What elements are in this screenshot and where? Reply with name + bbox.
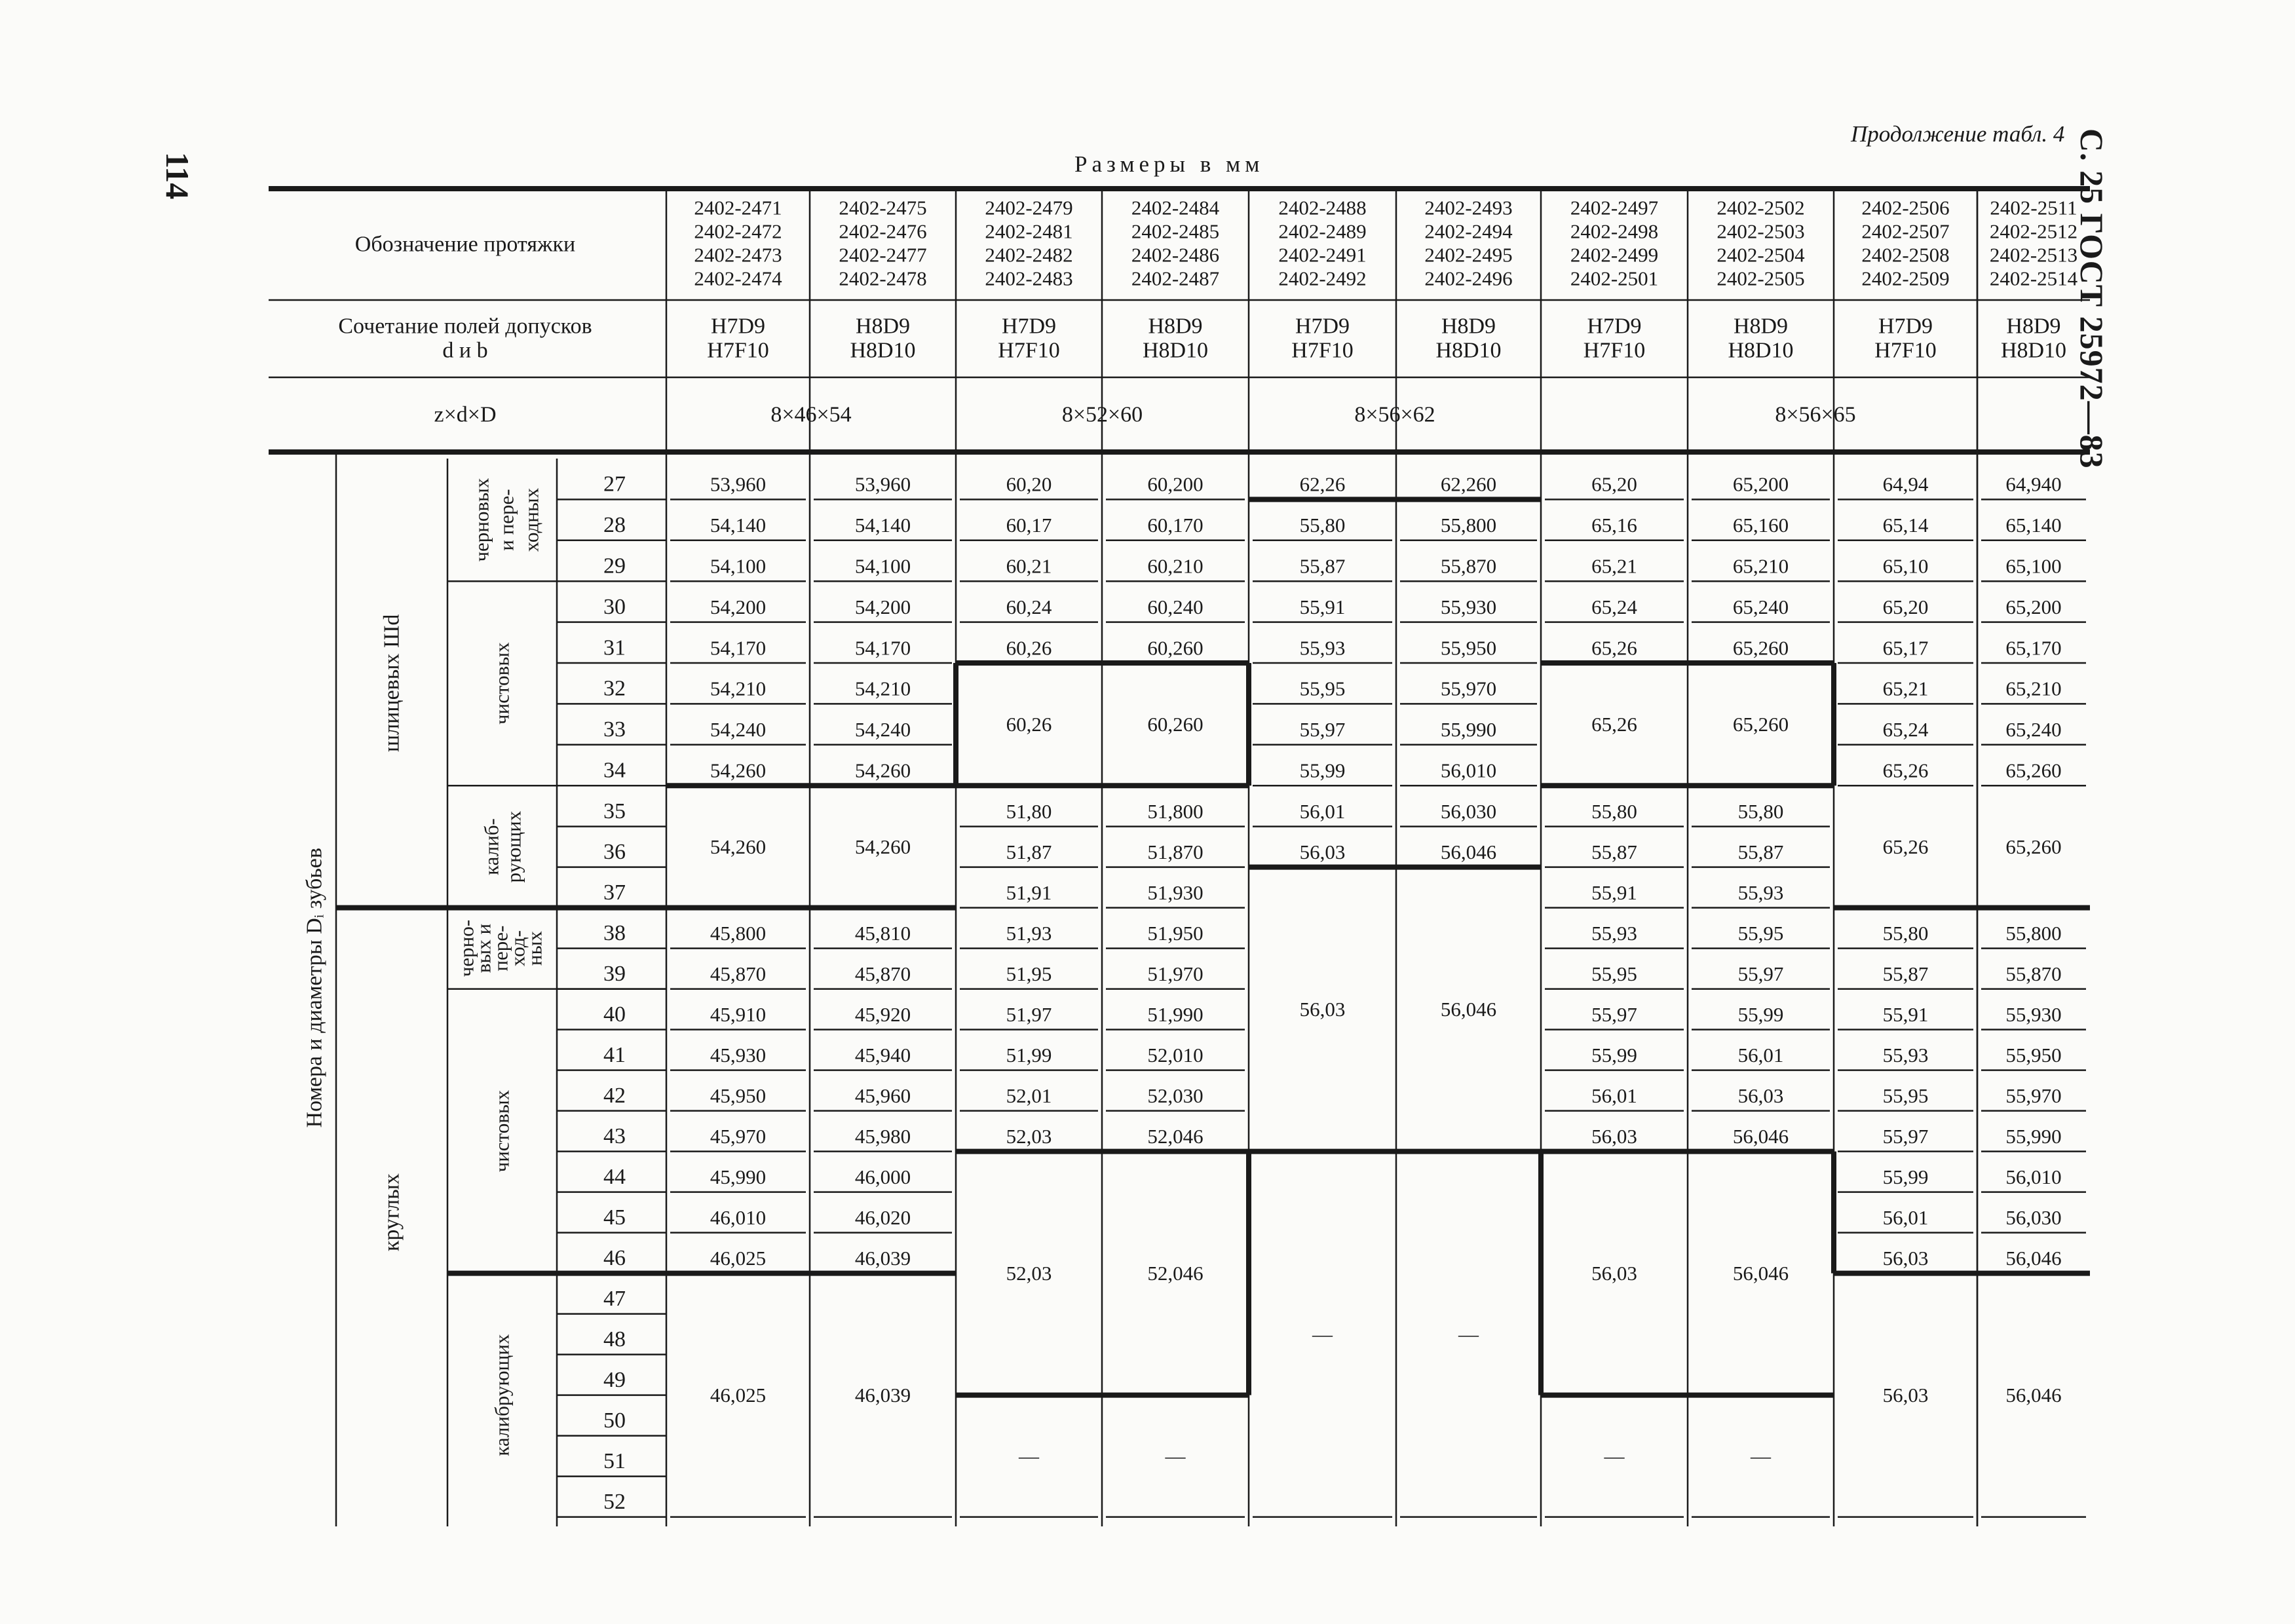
table-cell: 55,930 — [1440, 595, 1497, 618]
table-cell: 65,26 — [1882, 835, 1929, 858]
tooth-number: 32 — [603, 676, 626, 701]
designation-code: 2402-2497 — [1570, 196, 1659, 219]
table-cell: 52,030 — [1147, 1084, 1204, 1108]
table-cell: 45,970 — [710, 1125, 767, 1148]
table-cell: 65,17 — [1882, 636, 1929, 660]
table-cell: 56,03 — [1882, 1247, 1929, 1270]
table-cell: 51,97 — [1006, 1003, 1052, 1027]
designation-code: 2402-2504 — [1717, 243, 1805, 267]
tolerance-code: H7F10 — [707, 338, 769, 363]
table-cell: 62,26 — [1299, 472, 1346, 496]
size-code: 8×52×60 — [1061, 402, 1143, 427]
tolerance-code: H7D9 — [710, 314, 766, 339]
table-cell: 55,80 — [1737, 799, 1784, 823]
table-cell: 54,200 — [854, 595, 911, 618]
designation-code: 2402-2489 — [1278, 219, 1367, 243]
table-cell: 60,240 — [1147, 595, 1204, 618]
tooth-number: 41 — [603, 1043, 626, 1068]
table-cell: 55,91 — [1591, 881, 1637, 905]
table-cell: 55,930 — [2005, 1003, 2062, 1027]
designation-code: 2402-2491 — [1278, 243, 1367, 267]
designation-code: 2402-2471 — [694, 196, 782, 219]
table-cell: 52,03 — [1006, 1262, 1052, 1285]
table-cell: 55,80 — [1882, 922, 1929, 945]
table-cell: 60,26 — [1006, 713, 1052, 736]
table-cell: 51,800 — [1147, 799, 1204, 823]
tooth-number: 27 — [603, 472, 626, 497]
table-cell: 56,03 — [1882, 1384, 1929, 1407]
table-cell: 65,21 — [1882, 677, 1929, 700]
table-cell: 56,03 — [1591, 1125, 1637, 1148]
designation-code: 2402-2499 — [1570, 243, 1659, 267]
table-cell: 55,950 — [2005, 1044, 2062, 1067]
tooth-number: 51 — [603, 1449, 626, 1474]
table-cell: 46,020 — [854, 1206, 911, 1230]
table-cell: 55,80 — [1591, 799, 1637, 823]
tolerance-code: H8D9 — [2006, 314, 2061, 339]
designation-code: 2402-2501 — [1570, 267, 1659, 290]
table-cell: 56,03 — [1737, 1084, 1784, 1108]
table-cell: 55,99 — [1299, 759, 1346, 782]
size-label: z×d×D — [434, 402, 497, 427]
tolerance-code: H8D9 — [855, 314, 911, 339]
table-cell: 64,94 — [1882, 472, 1929, 496]
table-cell: 56,046 — [2005, 1384, 2062, 1407]
table-cell: 55,950 — [1440, 636, 1497, 660]
table-cell: 65,16 — [1591, 514, 1637, 537]
table-cell: 54,170 — [710, 636, 767, 660]
table-cell: 52,01 — [1006, 1084, 1052, 1108]
table-cell: 51,93 — [1006, 922, 1052, 945]
calibrating-label-2: калибрующих — [490, 1334, 514, 1456]
table-cell: 46,000 — [854, 1165, 911, 1189]
table-cell: 54,100 — [710, 554, 767, 578]
size-code: 8×56×65 — [1775, 402, 1856, 427]
table-cell: 52,046 — [1147, 1125, 1204, 1148]
rough-label-1: ходных — [520, 487, 543, 552]
tooth-number: 50 — [603, 1408, 626, 1433]
table-cell: 54,140 — [854, 514, 911, 537]
tolerance-code: H8D10 — [1728, 338, 1794, 363]
table-cell: — — [1604, 1445, 1625, 1468]
table-cell: — — [1751, 1445, 1771, 1468]
designation-code: 2402-2494 — [1424, 219, 1513, 243]
tooth-number: 34 — [603, 758, 626, 783]
table-cell: 55,80 — [1299, 514, 1346, 537]
table-cell: 55,95 — [1737, 922, 1784, 945]
tooth-number: 47 — [603, 1287, 626, 1312]
table-cell: 45,930 — [710, 1044, 767, 1067]
table-cell: 65,260 — [1732, 713, 1789, 736]
table-cell: 54,240 — [710, 718, 767, 742]
designation-code: 2402-2495 — [1424, 243, 1513, 267]
table-cell: 65,24 — [1882, 718, 1929, 742]
rough-label-2: ход- — [506, 930, 529, 967]
table-cell: — — [1458, 1323, 1479, 1346]
table-cell: 45,960 — [854, 1084, 911, 1108]
table-cell: 65,26 — [1882, 759, 1929, 782]
rough-label-2: вых и — [472, 923, 495, 973]
tooth-number: 38 — [603, 921, 626, 946]
table-cell: 53,960 — [854, 472, 911, 496]
table-cell: 54,100 — [854, 554, 911, 578]
table-cell: 60,21 — [1006, 554, 1052, 578]
table-cell: 45,870 — [854, 962, 911, 986]
table-cell: 65,260 — [2005, 759, 2062, 782]
table-cell: 45,810 — [854, 922, 911, 945]
round-group-label: круглых — [379, 1173, 404, 1252]
table-cell: 65,26 — [1591, 713, 1637, 736]
table-cell: 55,93 — [1299, 636, 1346, 660]
rough-label-2: пере- — [489, 925, 512, 972]
table-cell: 60,260 — [1147, 713, 1204, 736]
table-cell: 56,03 — [1299, 840, 1346, 864]
table-cell: 60,17 — [1006, 514, 1052, 537]
designation-code: 2402-2473 — [694, 243, 782, 267]
table-cell: 55,970 — [1440, 677, 1497, 700]
table-cell: 55,91 — [1299, 595, 1346, 618]
designation-code: 2402-2506 — [1861, 196, 1950, 219]
tooth-number: 37 — [603, 880, 626, 905]
finish-label-2: чистовых — [490, 1089, 514, 1173]
designation-code: 2402-2503 — [1717, 219, 1805, 243]
table-cell: 55,800 — [2005, 922, 2062, 945]
table-cell: 56,046 — [1732, 1262, 1789, 1285]
tolerance-code: H7F10 — [1874, 338, 1937, 363]
table-cell: 51,91 — [1006, 881, 1052, 905]
tolerance-code: H7D9 — [1295, 314, 1350, 339]
table-cell: 56,01 — [1882, 1206, 1929, 1230]
table-cell: 65,20 — [1882, 595, 1929, 618]
table-cell: 45,950 — [710, 1084, 767, 1108]
table-cell: 56,03 — [1299, 998, 1346, 1021]
rough-label-2: ных — [523, 931, 546, 966]
table-cell: 54,260 — [854, 835, 911, 858]
table-cell: 55,87 — [1737, 840, 1784, 864]
designation-code: 2402-2478 — [839, 267, 927, 290]
designation-code: 2402-2482 — [985, 243, 1073, 267]
tooth-number: 44 — [603, 1165, 626, 1190]
designation-code: 2402-2502 — [1717, 196, 1805, 219]
table-cell: 54,200 — [710, 595, 767, 618]
table-cell: 54,140 — [710, 514, 767, 537]
designation-code: 2402-2476 — [839, 219, 927, 243]
table-cell: 65,200 — [2005, 595, 2062, 618]
table-cell: 65,240 — [2005, 718, 2062, 742]
tolerance-label: Сочетание полей допусков — [338, 314, 592, 339]
table-cell: 60,20 — [1006, 472, 1052, 496]
tolerance-code: H7D9 — [1587, 314, 1642, 339]
table-cell: 51,95 — [1006, 962, 1052, 986]
tooth-number: 30 — [603, 594, 626, 619]
table-cell: 54,260 — [854, 759, 911, 782]
table-cell: 55,97 — [1737, 962, 1784, 986]
table-cell: 54,260 — [710, 835, 767, 858]
table-cell: — — [1312, 1323, 1333, 1346]
table-cell: 55,99 — [1591, 1044, 1637, 1067]
tolerance-code: H7D9 — [1001, 314, 1057, 339]
tolerance-code: H8D9 — [1733, 314, 1789, 339]
table-cell: 60,26 — [1006, 636, 1052, 660]
tooth-number: 35 — [603, 799, 626, 823]
table-cell: 54,210 — [710, 677, 767, 700]
table-cell: 65,21 — [1591, 554, 1637, 578]
table-cell: 45,940 — [854, 1044, 911, 1067]
designation-code: 2402-2486 — [1131, 243, 1220, 267]
table-cell: 65,24 — [1591, 595, 1637, 618]
table-cell: 55,870 — [1440, 554, 1497, 578]
tooth-number: 45 — [603, 1205, 626, 1230]
rough-label-2: черно- — [455, 919, 478, 977]
table-cell: 55,95 — [1882, 1084, 1929, 1108]
units-caption: Размеры в мм — [1074, 151, 1264, 177]
table-cell: 46,025 — [710, 1384, 767, 1407]
table-cell: 56,046 — [2005, 1247, 2062, 1270]
tolerance-code: H8D9 — [1441, 314, 1496, 339]
table-cell: 65,260 — [1732, 636, 1789, 660]
table-cell: 53,960 — [710, 472, 767, 496]
designation-code: 2402-2475 — [839, 196, 927, 219]
table-cell: 46,025 — [710, 1247, 767, 1270]
table-cell: 56,046 — [1440, 840, 1497, 864]
page-number: 114 — [159, 152, 196, 200]
designation-code: 2402-2483 — [985, 267, 1073, 290]
table-cell: 51,99 — [1006, 1044, 1052, 1067]
table-cell: 55,87 — [1591, 840, 1637, 864]
table-cell: 54,240 — [854, 718, 911, 742]
tooth-number: 43 — [603, 1124, 626, 1149]
tooth-number: 39 — [603, 962, 626, 987]
table-cell: 60,260 — [1147, 636, 1204, 660]
table-cell: 65,100 — [2005, 554, 2062, 578]
tooth-number: 49 — [603, 1368, 626, 1393]
table-cell: 56,046 — [1732, 1125, 1789, 1148]
designation-code: 2402-2472 — [694, 219, 782, 243]
data-table — [269, 185, 2096, 1535]
designation-code: 2402-2514 — [1989, 267, 2078, 290]
designation-code: 2402-2481 — [985, 219, 1073, 243]
table-cell: 46,010 — [710, 1206, 767, 1230]
table-cell: 52,046 — [1147, 1262, 1204, 1285]
table-cell: — — [1165, 1445, 1186, 1468]
designation-code: 2402-2508 — [1861, 243, 1950, 267]
table-cell: 51,990 — [1147, 1003, 1204, 1027]
tooth-number: 31 — [603, 635, 626, 660]
calibrating-label-1: рующих — [502, 810, 525, 883]
table-cell: 52,010 — [1147, 1044, 1204, 1067]
table-cell: 52,03 — [1006, 1125, 1052, 1148]
table-cell: 45,920 — [854, 1003, 911, 1027]
designation-code: 2402-2487 — [1131, 267, 1220, 290]
table-cell: 65,200 — [1732, 472, 1789, 496]
table-cell: 55,990 — [1440, 718, 1497, 742]
table-cell: 55,93 — [1737, 881, 1784, 905]
table-cell: 56,01 — [1737, 1044, 1784, 1067]
tooth-number: 36 — [603, 840, 626, 865]
table-cell: 65,20 — [1591, 472, 1637, 496]
tooth-number: 46 — [603, 1246, 626, 1271]
table-cell: 60,170 — [1147, 514, 1204, 537]
table-cell: 55,97 — [1591, 1003, 1637, 1027]
table-cell: 51,870 — [1147, 840, 1204, 864]
table-cell: 51,930 — [1147, 881, 1204, 905]
table-cell: 65,240 — [1732, 595, 1789, 618]
table-cell: 45,800 — [710, 922, 767, 945]
tooth-number: 40 — [603, 1002, 626, 1027]
table-cell: 56,010 — [2005, 1165, 2062, 1189]
table-cell: 55,97 — [1299, 718, 1346, 742]
tooth-number: 33 — [603, 717, 626, 742]
table-cell: 45,910 — [710, 1003, 767, 1027]
table-cell: 54,170 — [854, 636, 911, 660]
table-cell: 65,14 — [1882, 514, 1929, 537]
designation-code: 2402-2512 — [1989, 219, 2078, 243]
table-cell: 64,940 — [2005, 472, 2062, 496]
designation-code: 2402-2488 — [1278, 196, 1367, 219]
finish-label-1: чистовых — [490, 642, 514, 725]
size-code: 8×56×62 — [1354, 402, 1435, 427]
tolerance-code: H7F10 — [1583, 338, 1646, 363]
designation-code: 2402-2509 — [1861, 267, 1950, 290]
table-cell: 56,030 — [1440, 799, 1497, 823]
designation-code: 2402-2505 — [1717, 267, 1805, 290]
table-cell: 60,24 — [1006, 595, 1052, 618]
table-cell: 65,170 — [2005, 636, 2062, 660]
rough-label-1: черновых — [470, 478, 493, 562]
table-cell: 65,260 — [2005, 835, 2062, 858]
designation-code: 2402-2474 — [694, 267, 782, 290]
designation-code: 2402-2511 — [1990, 196, 2077, 219]
tolerance-code: H8D10 — [850, 338, 916, 363]
designation-code: 2402-2492 — [1278, 267, 1367, 290]
table-cell: 55,93 — [1882, 1044, 1929, 1067]
table-cell: 65,160 — [1732, 514, 1789, 537]
table-cell: 55,970 — [2005, 1084, 2062, 1108]
designation-label: Обозначение протяжки — [354, 232, 576, 257]
table-cell: 55,87 — [1299, 554, 1346, 578]
table-cell: 56,030 — [2005, 1206, 2062, 1230]
table-cell: 56,010 — [1440, 759, 1497, 782]
teeth-axis-label: Номера и диаметры Dᵢ зубьев — [302, 848, 327, 1128]
designation-code: 2402-2477 — [839, 243, 927, 267]
tolerance-code: H8D10 — [2000, 338, 2067, 363]
table-cell: 55,95 — [1591, 962, 1637, 986]
spline-group-label: шлицевых Шd — [379, 614, 404, 752]
tooth-number: 52 — [603, 1490, 626, 1515]
table-cell: 55,87 — [1882, 962, 1929, 986]
tooth-number: 29 — [603, 554, 626, 578]
table-cell: 55,97 — [1882, 1125, 1929, 1148]
designation-code: 2402-2513 — [1989, 243, 2078, 267]
table-cell: 65,210 — [2005, 677, 2062, 700]
designation-code: 2402-2507 — [1861, 219, 1950, 243]
table-cell: 54,210 — [854, 677, 911, 700]
designation-code: 2402-2498 — [1570, 219, 1659, 243]
size-code: 8×46×54 — [770, 402, 852, 427]
tooth-number: 28 — [603, 513, 626, 538]
table-cell: 45,980 — [854, 1125, 911, 1148]
tooth-number: 42 — [603, 1084, 626, 1108]
table-cell: 65,140 — [2005, 514, 2062, 537]
tolerance-code: H8D10 — [1142, 338, 1209, 363]
rough-label-1: и пере- — [495, 489, 518, 551]
tolerance-code: H7D9 — [1878, 314, 1933, 339]
tolerance-code: H7F10 — [998, 338, 1060, 363]
table-cell: 51,80 — [1006, 799, 1052, 823]
designation-code: 2402-2485 — [1131, 219, 1220, 243]
designation-code: 2402-2496 — [1424, 267, 1513, 290]
table-cell: 55,93 — [1591, 922, 1637, 945]
table-cell: 55,91 — [1882, 1003, 1929, 1027]
calibrating-label-1: калиб- — [480, 818, 503, 875]
table-cell: — — [1019, 1445, 1039, 1468]
table-cell: 55,99 — [1882, 1165, 1929, 1189]
side-header: С. 25 ГОСТ 25972—83 — [2074, 128, 2110, 469]
table-cell: 65,210 — [1732, 554, 1789, 578]
table-cell: 55,870 — [2005, 962, 2062, 986]
table-cell: 55,99 — [1737, 1003, 1784, 1027]
table-cell: 56,01 — [1299, 799, 1346, 823]
tolerance-code: H7F10 — [1291, 338, 1354, 363]
designation-code: 2402-2493 — [1424, 196, 1513, 219]
table-cell: 45,990 — [710, 1165, 767, 1189]
table-cell: 55,990 — [2005, 1125, 2062, 1148]
table-cell: 56,01 — [1591, 1084, 1637, 1108]
table-cell: 60,200 — [1147, 472, 1204, 496]
table-cell: 51,970 — [1147, 962, 1204, 986]
tooth-number: 48 — [603, 1327, 626, 1352]
designation-code: 2402-2479 — [985, 196, 1073, 219]
table-cell: 55,95 — [1299, 677, 1346, 700]
table-cell: 55,800 — [1440, 514, 1497, 537]
tolerance-sub-label: d и b — [442, 338, 488, 363]
designation-code: 2402-2484 — [1131, 196, 1220, 219]
table-cell: 54,260 — [710, 759, 767, 782]
table-cell: 62,260 — [1440, 472, 1497, 496]
table-cell: 51,950 — [1147, 922, 1204, 945]
table-cell: 65,10 — [1882, 554, 1929, 578]
table-cell: 56,03 — [1591, 1262, 1637, 1285]
table-cell: 60,210 — [1147, 554, 1204, 578]
tolerance-code: H8D10 — [1435, 338, 1502, 363]
table-cell: 56,046 — [1440, 998, 1497, 1021]
table-cell: 46,039 — [854, 1384, 911, 1407]
table-cell: 51,87 — [1006, 840, 1052, 864]
tolerance-code: H8D9 — [1148, 314, 1203, 339]
table-cell: 46,039 — [854, 1247, 911, 1270]
continuation-note: Продолжение табл. 4 — [1851, 121, 2065, 147]
table-cell: 45,870 — [710, 962, 767, 986]
table-cell: 65,26 — [1591, 636, 1637, 660]
